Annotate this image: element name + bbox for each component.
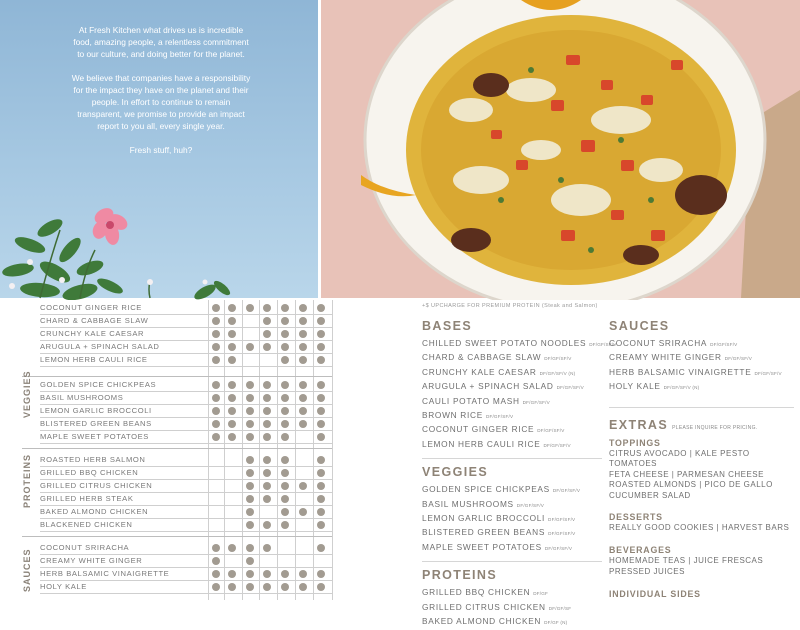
diet-tag: DF/GF/SF/V xyxy=(544,356,572,362)
menu-right-column xyxy=(609,319,794,600)
availability-dot xyxy=(281,317,289,325)
matrix-row-label: LEMON GARLIC BROCCOLI xyxy=(40,406,152,415)
availability-dot xyxy=(246,433,254,441)
availability-dot xyxy=(281,482,289,490)
availability-dot xyxy=(317,495,325,503)
diet-tag: DF/GF/SF/V (N) xyxy=(663,385,700,391)
availability-dot xyxy=(299,343,307,351)
availability-dot xyxy=(281,304,289,312)
availability-dot xyxy=(317,583,325,591)
matrix-row xyxy=(40,542,332,554)
category-label: PROTEINS xyxy=(22,453,32,508)
matrix-row-label: CHARD & CABBAGE SLAW xyxy=(40,316,149,325)
extras-line: REALLY GOOD COOKIES | HARVEST BARS xyxy=(609,522,790,532)
menu-item-name: LEMON HERB CAULI RICE xyxy=(422,438,541,449)
diet-tag: DF/GF/SF/V xyxy=(548,517,576,523)
availability-dot xyxy=(263,407,271,415)
diet-tag: DF/GF/SF/V xyxy=(544,545,573,551)
mission-text xyxy=(70,24,252,168)
availability-dot xyxy=(246,304,254,312)
menu-item xyxy=(422,337,617,351)
availability-dot xyxy=(246,407,254,415)
menu-item xyxy=(422,438,602,452)
availability-dot xyxy=(317,508,325,516)
matrix-row-label: CREAMY WHITE GINGER xyxy=(40,556,143,565)
availability-dot xyxy=(317,570,325,578)
menu-item xyxy=(422,395,602,409)
availability-dot xyxy=(228,433,236,441)
extras-line: CUCUMBER SALAD xyxy=(609,491,691,500)
section-divider xyxy=(22,376,332,377)
diet-tag: DF/GF/SF/V xyxy=(548,531,576,537)
diet-tag: DF/GF/SF/V xyxy=(754,370,782,376)
divider xyxy=(422,561,602,562)
matrix-row xyxy=(40,555,332,567)
proteins-heading: PROTEINS xyxy=(422,568,498,583)
availability-dot xyxy=(212,570,220,578)
diet-tag: DF/GF/SF/V xyxy=(537,428,565,434)
menu-item xyxy=(422,498,602,512)
availability-dot xyxy=(228,304,236,312)
availability-dot xyxy=(317,482,325,490)
availability-dot xyxy=(263,330,271,338)
availability-dot xyxy=(212,304,220,312)
availability-dot xyxy=(317,330,325,338)
menu-item xyxy=(422,512,602,526)
menu-item-name: CHILLED SWEET POTATO NOODLES xyxy=(422,338,587,348)
menu-item-name: HERB BALSAMIC VINAIGRETTE xyxy=(609,366,752,377)
matrix-row-label: BAKED ALMOND CHICKEN xyxy=(40,507,149,516)
menu-item-name: COCONUT SRIRACHA xyxy=(609,338,708,348)
menu-item-name: CRUNCHY KALE CAESAR xyxy=(422,366,537,377)
availability-dot xyxy=(299,407,307,415)
menu-item xyxy=(422,380,602,394)
matrix-row-label: HOLY KALE xyxy=(40,582,87,591)
divider xyxy=(609,407,794,408)
availability-dot xyxy=(281,433,289,441)
availability-dot xyxy=(263,420,271,428)
matrix-row-label: GRILLED BBQ CHICKEN xyxy=(40,468,139,477)
availability-dot xyxy=(281,570,289,578)
diet-tag: DF/GF/SF/V xyxy=(589,342,617,347)
menu-item-name: BASIL MUSHROOMS xyxy=(422,498,514,509)
availability-dot xyxy=(228,330,236,338)
availability-dot xyxy=(246,469,254,477)
availability-dot xyxy=(317,394,325,402)
premium-protein-note: +$ UPCHARGE FOR PREMIUM PROTEIN (Steak and Salmon) xyxy=(422,303,598,309)
menu-item-name: GOLDEN SPICE CHICKPEAS xyxy=(422,484,550,495)
diet-tag: DF/GF xyxy=(533,591,549,597)
availability-dot xyxy=(263,544,271,552)
availability-dot xyxy=(212,330,220,338)
menu-item-name: CREAMY WHITE GINGER xyxy=(609,352,722,363)
menu-left-column xyxy=(422,319,617,630)
proteins-list xyxy=(422,586,602,629)
row-divider xyxy=(40,531,332,532)
diet-tag: DF/GF/SF xyxy=(548,605,572,611)
sauces-list xyxy=(609,337,794,395)
diet-tag: DF/GF/SF/V xyxy=(556,385,584,391)
menu-item xyxy=(609,366,794,380)
beverages-label: BEVERAGES xyxy=(609,545,672,556)
availability-dot xyxy=(246,521,254,529)
veggies-list xyxy=(422,483,602,555)
availability-dot xyxy=(263,304,271,312)
availability-dot xyxy=(299,482,307,490)
extras-line: PRESSED JUICES xyxy=(609,566,685,576)
extras-title: EXTRAS xyxy=(609,417,669,432)
menu-item xyxy=(422,601,602,615)
extras-line: HOMEMADE TEAS | JUICE FRESCAS xyxy=(609,556,764,566)
availability-dot xyxy=(299,317,307,325)
availability-dot xyxy=(299,381,307,389)
availability-dot xyxy=(317,317,325,325)
availability-dot xyxy=(228,356,236,364)
availability-dot xyxy=(299,394,307,402)
row-divider xyxy=(40,443,332,444)
availability-dot xyxy=(212,544,220,552)
availability-dot xyxy=(299,583,307,591)
matrix-row-label: MAPLE SWEET POTATOES xyxy=(40,432,149,441)
menu-panel xyxy=(400,300,800,627)
availability-dot xyxy=(228,420,236,428)
menu-item xyxy=(609,351,794,365)
availability-dot xyxy=(263,495,271,503)
availability-dot xyxy=(317,544,325,552)
menu-item-name: ARUGULA + SPINACH SALAD xyxy=(422,381,554,392)
availability-dot xyxy=(317,521,325,529)
menu-item-name: COCONUT GINGER RICE xyxy=(422,424,535,435)
matrix-row-label: BLISTERED GREEN BEANS xyxy=(40,419,152,428)
availability-dot xyxy=(317,356,325,364)
availability-dot xyxy=(263,456,271,464)
diet-tag: DF/GF/SF/V xyxy=(710,342,738,347)
availability-dot xyxy=(212,583,220,591)
matrix-row-label: COCONUT GINGER RICE xyxy=(40,303,142,312)
availability-dot xyxy=(263,583,271,591)
menu-item-name: BAKED ALMOND CHICKEN xyxy=(422,616,542,627)
availability-dot xyxy=(299,330,307,338)
diet-tag: DF/GF/SF/V xyxy=(516,502,545,508)
matrix-row-label: GRILLED HERB STEAK xyxy=(40,494,134,503)
diet-tag: DF/GF/SF/V (N) xyxy=(539,370,576,376)
availability-dot xyxy=(228,381,236,389)
bases-list xyxy=(422,337,617,452)
availability-dot xyxy=(228,570,236,578)
allergen-matrix xyxy=(0,300,340,600)
availability-dot xyxy=(281,407,289,415)
matrix-row-label: ROASTED HERB SALMON xyxy=(40,455,146,464)
availability-dot xyxy=(281,356,289,364)
beverages-list xyxy=(609,556,794,577)
menu-item-name: GRILLED BBQ CHICKEN xyxy=(422,587,531,598)
availability-dot xyxy=(281,508,289,516)
desserts-label: DESSERTS xyxy=(609,511,663,522)
toppings-label: TOPPINGS xyxy=(609,437,661,448)
mission-paragraph-1: At Fresh Kitchen what drives us is incredible food, amazing people, a relentless commitment to our culture, and doing better for the planet. xyxy=(73,25,249,59)
section-divider xyxy=(22,448,332,449)
availability-dot xyxy=(263,570,271,578)
availability-dot xyxy=(246,420,254,428)
extras-line: CITRUS AVOCADO | KALE PESTO TOMATOES xyxy=(609,448,750,469)
menu-item xyxy=(422,526,602,540)
availability-dot xyxy=(317,381,325,389)
availability-dot xyxy=(281,456,289,464)
availability-dot xyxy=(228,343,236,351)
availability-dot xyxy=(212,317,220,325)
availability-dot xyxy=(263,521,271,529)
menu-item xyxy=(422,586,602,600)
menu-item-name: LEMON GARLIC BROCCOLI xyxy=(422,513,546,524)
sauces-heading: SAUCES xyxy=(609,319,670,333)
menu-item xyxy=(422,423,602,437)
diet-tag: DF/GF/SF/V xyxy=(522,399,550,405)
availability-dot xyxy=(246,482,254,490)
availability-dot xyxy=(317,456,325,464)
availability-dot xyxy=(246,456,254,464)
availability-dot xyxy=(228,583,236,591)
menu-item xyxy=(422,366,602,380)
matrix-row-label: LEMON HERB CAULI RICE xyxy=(40,355,148,364)
matrix-row-label: COCONUT SRIRACHA xyxy=(40,543,130,552)
matrix-row-label: HERB BALSAMIC VINAIGRETTE xyxy=(40,569,170,578)
row-divider xyxy=(40,593,332,594)
availability-dot xyxy=(246,557,254,565)
availability-dot xyxy=(299,570,307,578)
menu-item-name: HOLY KALE xyxy=(609,381,661,392)
availability-dot xyxy=(228,544,236,552)
menu-item-name: CHARD & CABBAGE SLAW xyxy=(422,352,542,363)
availability-dot xyxy=(281,330,289,338)
availability-dot xyxy=(212,356,220,364)
availability-dot xyxy=(299,420,307,428)
availability-dot xyxy=(246,381,254,389)
availability-dot xyxy=(317,304,325,312)
availability-dot xyxy=(212,557,220,565)
availability-dot xyxy=(246,544,254,552)
mission-paragraph-2: We believe that companies have a responsibility for the impact they have on the planet and their people. In effort to continue to remain transparent, we promise to provide an impact report to you all, every single year. xyxy=(71,73,251,131)
availability-dot xyxy=(317,407,325,415)
diet-tag: DF/GF/SF/V xyxy=(485,414,514,420)
availability-dot xyxy=(246,394,254,402)
bases-heading: BASES xyxy=(422,319,473,333)
availability-dot xyxy=(281,394,289,402)
menu-item-name: MAPLE SWEET POTATOES xyxy=(422,541,542,552)
extras-pricing-note: PLEASE INQUIRE FOR PRICING. xyxy=(672,424,758,431)
matrix-row-label: CRUNCHY KALE CAESAR xyxy=(40,329,145,338)
availability-dot xyxy=(317,433,325,441)
availability-dot xyxy=(263,343,271,351)
grid-column-line xyxy=(332,300,333,600)
desserts-list xyxy=(609,523,794,534)
availability-dot xyxy=(212,343,220,351)
extras-line: ROASTED ALMONDS | PICO DE GALLO xyxy=(609,480,773,490)
availability-dot xyxy=(281,469,289,477)
availability-dot xyxy=(263,469,271,477)
availability-dot xyxy=(228,394,236,402)
availability-dot xyxy=(212,433,220,441)
menu-item xyxy=(422,351,602,365)
availability-dot xyxy=(228,407,236,415)
availability-dot xyxy=(281,420,289,428)
section-divider xyxy=(22,536,332,537)
availability-dot xyxy=(246,343,254,351)
availability-dot xyxy=(281,381,289,389)
menu-item xyxy=(422,541,602,555)
diet-tag: DF/GF/SF/V xyxy=(543,442,571,448)
availability-dot xyxy=(263,433,271,441)
availability-dot xyxy=(212,420,220,428)
availability-dot xyxy=(212,394,220,402)
availability-dot xyxy=(281,583,289,591)
mission-paragraph-3: Fresh stuff, huh? xyxy=(129,145,193,155)
menu-item-name: GRILLED CITRUS CHICKEN xyxy=(422,601,546,612)
menu-item xyxy=(422,483,602,497)
category-label: SAUCES xyxy=(22,548,32,592)
availability-dot xyxy=(299,304,307,312)
diet-tag: DF/GF/SF/V xyxy=(552,488,581,494)
menu-item xyxy=(609,380,794,394)
availability-dot xyxy=(281,521,289,529)
availability-dot xyxy=(246,508,254,516)
mission-panel xyxy=(0,0,318,298)
availability-dot xyxy=(317,343,325,351)
availability-dot xyxy=(299,356,307,364)
matrix-row-label: BASIL MUSHROOMS xyxy=(40,393,124,402)
availability-dot xyxy=(228,317,236,325)
availability-dot xyxy=(317,420,325,428)
menu-item-name: CAULI POTATO MASH xyxy=(422,395,520,406)
availability-dot xyxy=(263,482,271,490)
availability-dot xyxy=(263,394,271,402)
menu-item xyxy=(422,615,602,629)
individual-sides-label: INDIVIDUAL SIDES xyxy=(609,589,701,600)
availability-dot xyxy=(263,317,271,325)
menu-item-name: BLISTERED GREEN BEANS xyxy=(422,527,546,538)
availability-dot xyxy=(281,343,289,351)
availability-dot xyxy=(212,381,220,389)
availability-dot xyxy=(246,583,254,591)
menu-item-name: BROWN RICE xyxy=(422,410,483,421)
availability-dot xyxy=(263,381,271,389)
diet-tag: DF/GF (N) xyxy=(544,620,568,626)
menu-item xyxy=(609,337,794,351)
availability-dot xyxy=(317,469,325,477)
bowl-photo xyxy=(321,0,800,298)
extras-line: FETA CHEESE | PARMESAN CHEESE xyxy=(609,469,764,479)
toppings-list xyxy=(609,449,794,502)
availability-dot xyxy=(212,407,220,415)
extras-heading xyxy=(609,418,794,432)
diet-tag: DF/GF/SF/V xyxy=(724,356,752,362)
matrix-row-label: GOLDEN SPICE CHICKPEAS xyxy=(40,380,157,389)
matrix-row-label: BLACKENED CHICKEN xyxy=(40,520,133,529)
row-divider xyxy=(40,366,332,367)
matrix-row-label: ARUGULA + SPINACH SALAD xyxy=(40,342,160,351)
availability-dot xyxy=(246,495,254,503)
veggies-heading: VEGGIES xyxy=(422,465,489,480)
availability-dot xyxy=(281,495,289,503)
availability-dot xyxy=(246,570,254,578)
availability-dot xyxy=(299,508,307,516)
menu-item xyxy=(422,409,602,423)
matrix-row-label: GRILLED CITRUS CHICKEN xyxy=(40,481,153,490)
divider xyxy=(422,458,602,459)
category-label: VEGGIES xyxy=(22,370,32,418)
food-bowl-image xyxy=(321,0,800,298)
